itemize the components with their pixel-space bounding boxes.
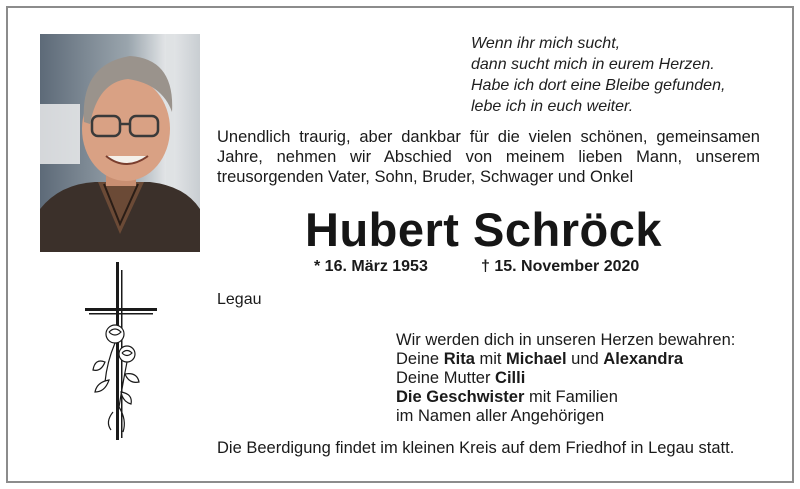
mourners-family-line — [396, 350, 735, 369]
poem-line: Wenn ihr mich sucht, — [471, 35, 621, 52]
deceased-name: Hubert Schröck — [305, 203, 662, 256]
intro-text — [217, 127, 760, 187]
child-name: Michael — [506, 350, 567, 368]
poem-line: lebe ich in euch weiter. — [471, 98, 634, 115]
poem — [471, 33, 725, 117]
cross-with-roses-icon — [85, 262, 157, 440]
mourners-siblings-line — [396, 388, 735, 407]
child-name: Alexandra — [603, 350, 684, 368]
text-fragment: Deine Mutter — [396, 369, 496, 387]
mourners-heading: Wir werden dich in unseren Herzen bewahren: — [396, 331, 736, 349]
poem-line: Habe ich dort eine Bleibe gefunden, — [471, 77, 726, 94]
mourners-closing: im Namen aller Angehörigen — [396, 407, 605, 425]
siblings-label: Die Geschwister — [396, 388, 525, 406]
portrait-photo — [40, 34, 200, 252]
place: Legau — [217, 291, 262, 308]
death-date: † 15. November 2020 — [481, 258, 640, 275]
intro-line: treusorgenden Vater, Sohn, Bruder, Schwager und Onkel — [217, 168, 634, 186]
intro-line: Unendlich traurig, aber dankbar für die vielen schönen, gemeinsamen — [217, 128, 760, 146]
mourners-mother-line — [396, 369, 735, 388]
text-fragment: mit — [474, 350, 507, 368]
mother-name: Cilli — [495, 369, 526, 387]
funeral-note: Die Beerdigung findet im kleinen Kreis auf dem Friedhof in Legau statt. — [217, 439, 735, 457]
mourners-block — [396, 331, 735, 426]
birth-date: * 16. März 1953 — [314, 258, 428, 275]
wife-name: Rita — [443, 350, 475, 368]
text-fragment: mit Familien — [524, 388, 618, 406]
intro-line: Jahre, nehmen wir Abschied von meinem lieben Mann, unserem — [217, 148, 760, 166]
poem-line: dann sucht mich in eurem Herzen. — [471, 56, 715, 73]
text-fragment: Deine — [396, 350, 444, 368]
text-fragment: und — [566, 350, 604, 368]
